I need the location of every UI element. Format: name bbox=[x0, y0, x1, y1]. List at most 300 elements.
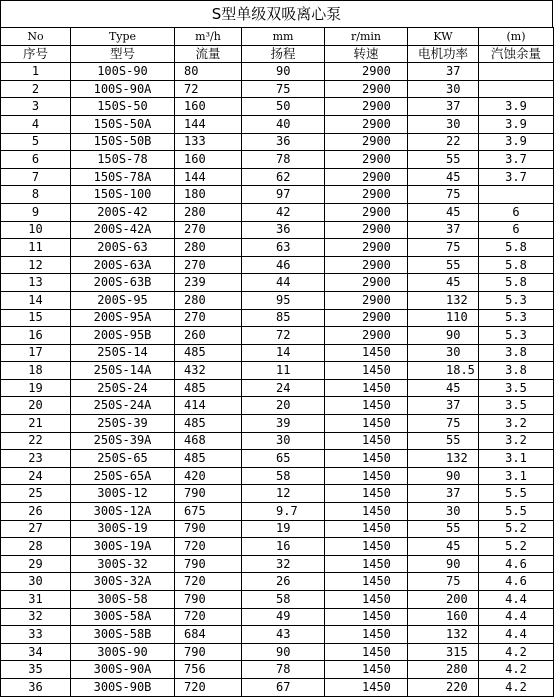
cell-head: 85 bbox=[242, 309, 325, 327]
cell-no: 20 bbox=[1, 397, 71, 415]
header-name-type: 型号 bbox=[71, 45, 175, 63]
cell-type: 200S-42 bbox=[71, 203, 175, 221]
cell-speed: 2900 bbox=[325, 291, 408, 309]
cell-no: 23 bbox=[1, 450, 71, 468]
cell-power: 200 bbox=[408, 591, 479, 609]
cell-npsh: 4.4 bbox=[479, 626, 554, 644]
cell-type: 300S-58A bbox=[71, 608, 175, 626]
cell-head: 16 bbox=[242, 538, 325, 556]
cell-no: 34 bbox=[1, 643, 71, 661]
cell-npsh: 6 bbox=[479, 203, 554, 221]
cell-speed: 2900 bbox=[325, 133, 408, 151]
cell-type: 300S-58B bbox=[71, 626, 175, 644]
cell-head: 72 bbox=[242, 327, 325, 345]
header-name-flow: 流量 bbox=[175, 45, 242, 63]
cell-speed: 1450 bbox=[325, 591, 408, 609]
cell-flow: 133 bbox=[175, 133, 242, 151]
cell-npsh: 5.5 bbox=[479, 485, 554, 503]
cell-npsh: 6 bbox=[479, 221, 554, 239]
cell-no: 30 bbox=[1, 573, 71, 591]
cell-speed: 2900 bbox=[325, 98, 408, 116]
cell-npsh: 3.1 bbox=[479, 450, 554, 468]
table-row bbox=[1, 520, 554, 538]
table-row bbox=[1, 538, 554, 556]
cell-type: 300S-90 bbox=[71, 643, 175, 661]
cell-type: 200S-95 bbox=[71, 291, 175, 309]
cell-type: 250S-14A bbox=[71, 362, 175, 380]
cell-power: 30 bbox=[408, 80, 479, 98]
cell-head: 95 bbox=[242, 291, 325, 309]
cell-npsh: 4.2 bbox=[479, 661, 554, 679]
cell-no: 8 bbox=[1, 186, 71, 204]
cell-power: 30 bbox=[408, 115, 479, 133]
cell-flow: 280 bbox=[175, 291, 242, 309]
table-row bbox=[1, 573, 554, 591]
cell-no: 27 bbox=[1, 520, 71, 538]
header-name-power: 电机功率 bbox=[408, 45, 479, 63]
cell-type: 250S-65A bbox=[71, 467, 175, 485]
header-name-npsh: 汽蚀余量 bbox=[479, 45, 554, 63]
cell-flow: 485 bbox=[175, 450, 242, 468]
header-unit-npsh: (m) bbox=[479, 28, 554, 46]
cell-power: 37 bbox=[408, 485, 479, 503]
cell-speed: 2900 bbox=[325, 221, 408, 239]
cell-head: 11 bbox=[242, 362, 325, 380]
cell-head: 78 bbox=[242, 661, 325, 679]
table-row bbox=[1, 203, 554, 221]
cell-type: 150S-50 bbox=[71, 98, 175, 116]
table-row bbox=[1, 80, 554, 98]
table-row bbox=[1, 133, 554, 151]
cell-flow: 72 bbox=[175, 80, 242, 98]
cell-flow: 790 bbox=[175, 520, 242, 538]
cell-flow: 80 bbox=[175, 63, 242, 81]
cell-flow: 420 bbox=[175, 467, 242, 485]
table-row bbox=[1, 291, 554, 309]
table-row bbox=[1, 186, 554, 204]
cell-head: 97 bbox=[242, 186, 325, 204]
cell-npsh: 5.8 bbox=[479, 239, 554, 257]
cell-type: 300S-58 bbox=[71, 591, 175, 609]
cell-npsh bbox=[479, 63, 554, 81]
cell-power: 45 bbox=[408, 379, 479, 397]
cell-type: 200S-63 bbox=[71, 239, 175, 257]
table-row bbox=[1, 467, 554, 485]
cell-no: 28 bbox=[1, 538, 71, 556]
cell-speed: 2900 bbox=[325, 239, 408, 257]
cell-no: 3 bbox=[1, 98, 71, 116]
cell-no: 17 bbox=[1, 344, 71, 362]
header-row-names bbox=[1, 45, 554, 63]
table-row bbox=[1, 256, 554, 274]
cell-power: 45 bbox=[408, 274, 479, 292]
cell-type: 250S-39A bbox=[71, 432, 175, 450]
cell-speed: 1450 bbox=[325, 450, 408, 468]
cell-flow: 432 bbox=[175, 362, 242, 380]
cell-no: 19 bbox=[1, 379, 71, 397]
cell-npsh: 5.8 bbox=[479, 256, 554, 274]
cell-speed: 2900 bbox=[325, 168, 408, 186]
table-row bbox=[1, 309, 554, 327]
cell-speed: 1450 bbox=[325, 608, 408, 626]
cell-power: 55 bbox=[408, 256, 479, 274]
cell-type: 300S-19A bbox=[71, 538, 175, 556]
table-row bbox=[1, 591, 554, 609]
cell-flow: 270 bbox=[175, 256, 242, 274]
cell-power: 315 bbox=[408, 643, 479, 661]
cell-speed: 2900 bbox=[325, 115, 408, 133]
cell-power: 132 bbox=[408, 450, 479, 468]
cell-no: 13 bbox=[1, 274, 71, 292]
cell-speed: 1450 bbox=[325, 643, 408, 661]
cell-speed: 1450 bbox=[325, 432, 408, 450]
cell-head: 32 bbox=[242, 555, 325, 573]
cell-flow: 160 bbox=[175, 151, 242, 169]
cell-type: 300S-90A bbox=[71, 661, 175, 679]
cell-head: 90 bbox=[242, 63, 325, 81]
cell-npsh: 3.9 bbox=[479, 115, 554, 133]
table-row bbox=[1, 450, 554, 468]
cell-flow: 280 bbox=[175, 239, 242, 257]
cell-head: 14 bbox=[242, 344, 325, 362]
cell-type: 300S-12 bbox=[71, 485, 175, 503]
cell-power: 75 bbox=[408, 415, 479, 433]
cell-type: 150S-78A bbox=[71, 168, 175, 186]
cell-type: 100S-90 bbox=[71, 63, 175, 81]
cell-flow: 180 bbox=[175, 186, 242, 204]
cell-npsh: 3.5 bbox=[479, 379, 554, 397]
cell-type: 150S-50A bbox=[71, 115, 175, 133]
cell-head: 42 bbox=[242, 203, 325, 221]
cell-npsh: 3.8 bbox=[479, 362, 554, 380]
cell-npsh: 5.2 bbox=[479, 538, 554, 556]
header-unit-no: No bbox=[1, 28, 71, 46]
cell-power: 75 bbox=[408, 186, 479, 204]
cell-npsh: 5.3 bbox=[479, 309, 554, 327]
cell-power: 132 bbox=[408, 291, 479, 309]
cell-speed: 2900 bbox=[325, 186, 408, 204]
cell-flow: 720 bbox=[175, 608, 242, 626]
cell-npsh: 3.7 bbox=[479, 151, 554, 169]
cell-type: 200S-63A bbox=[71, 256, 175, 274]
cell-head: 75 bbox=[242, 80, 325, 98]
table-row bbox=[1, 485, 554, 503]
cell-no: 10 bbox=[1, 221, 71, 239]
cell-speed: 1450 bbox=[325, 661, 408, 679]
cell-npsh: 4.4 bbox=[479, 591, 554, 609]
cell-speed: 1450 bbox=[325, 362, 408, 380]
cell-power: 45 bbox=[408, 538, 479, 556]
cell-npsh: 4.6 bbox=[479, 573, 554, 591]
cell-no: 7 bbox=[1, 168, 71, 186]
cell-power: 280 bbox=[408, 661, 479, 679]
cell-speed: 1450 bbox=[325, 379, 408, 397]
cell-npsh: 4.2 bbox=[479, 643, 554, 661]
table-row bbox=[1, 432, 554, 450]
cell-npsh: 5.3 bbox=[479, 327, 554, 345]
table-row bbox=[1, 115, 554, 133]
cell-type: 150S-50B bbox=[71, 133, 175, 151]
cell-type: 200S-42A bbox=[71, 221, 175, 239]
header-unit-speed: r/min bbox=[325, 28, 408, 46]
cell-head: 39 bbox=[242, 415, 325, 433]
cell-npsh: 4.6 bbox=[479, 555, 554, 573]
table-row bbox=[1, 362, 554, 380]
cell-flow: 790 bbox=[175, 643, 242, 661]
table-row bbox=[1, 661, 554, 679]
cell-flow: 485 bbox=[175, 415, 242, 433]
table-row bbox=[1, 221, 554, 239]
cell-speed: 1450 bbox=[325, 485, 408, 503]
cell-power: 55 bbox=[408, 520, 479, 538]
cell-no: 24 bbox=[1, 467, 71, 485]
cell-no: 11 bbox=[1, 239, 71, 257]
cell-type: 300S-19 bbox=[71, 520, 175, 538]
cell-head: 19 bbox=[242, 520, 325, 538]
cell-flow: 790 bbox=[175, 591, 242, 609]
cell-npsh: 3.8 bbox=[479, 344, 554, 362]
cell-npsh: 5.5 bbox=[479, 503, 554, 521]
cell-speed: 1450 bbox=[325, 555, 408, 573]
cell-power: 55 bbox=[408, 432, 479, 450]
cell-no: 21 bbox=[1, 415, 71, 433]
header-name-head: 扬程 bbox=[242, 45, 325, 63]
cell-flow: 720 bbox=[175, 538, 242, 556]
cell-npsh: 3.7 bbox=[479, 168, 554, 186]
cell-type: 250S-24A bbox=[71, 397, 175, 415]
cell-flow: 144 bbox=[175, 168, 242, 186]
cell-type: 250S-14 bbox=[71, 344, 175, 362]
cell-head: 24 bbox=[242, 379, 325, 397]
cell-flow: 280 bbox=[175, 203, 242, 221]
cell-flow: 720 bbox=[175, 573, 242, 591]
cell-power: 22 bbox=[408, 133, 479, 151]
cell-type: 200S-95A bbox=[71, 309, 175, 327]
cell-head: 30 bbox=[242, 432, 325, 450]
cell-flow: 485 bbox=[175, 379, 242, 397]
cell-speed: 1450 bbox=[325, 503, 408, 521]
header-name-speed: 转速 bbox=[325, 45, 408, 63]
cell-power: 45 bbox=[408, 203, 479, 221]
cell-speed: 1450 bbox=[325, 397, 408, 415]
table-row bbox=[1, 239, 554, 257]
table-row bbox=[1, 344, 554, 362]
cell-npsh: 3.9 bbox=[479, 133, 554, 151]
cell-no: 14 bbox=[1, 291, 71, 309]
cell-flow: 675 bbox=[175, 503, 242, 521]
table-row bbox=[1, 608, 554, 626]
header-unit-power: KW bbox=[408, 28, 479, 46]
cell-speed: 1450 bbox=[325, 520, 408, 538]
table-row bbox=[1, 98, 554, 116]
cell-flow: 485 bbox=[175, 344, 242, 362]
header-unit-type: Type bbox=[71, 28, 175, 46]
cell-type: 100S-90A bbox=[71, 80, 175, 98]
table-row bbox=[1, 168, 554, 186]
cell-type: 250S-24 bbox=[71, 379, 175, 397]
cell-flow: 260 bbox=[175, 327, 242, 345]
cell-flow: 684 bbox=[175, 626, 242, 644]
cell-speed: 2900 bbox=[325, 309, 408, 327]
cell-no: 29 bbox=[1, 555, 71, 573]
table-row bbox=[1, 397, 554, 415]
cell-type: 250S-65 bbox=[71, 450, 175, 468]
cell-flow: 468 bbox=[175, 432, 242, 450]
cell-head: 36 bbox=[242, 221, 325, 239]
cell-type: 200S-63B bbox=[71, 274, 175, 292]
table-row bbox=[1, 274, 554, 292]
cell-head: 43 bbox=[242, 626, 325, 644]
cell-power: 18.5 bbox=[408, 362, 479, 380]
cell-power: 90 bbox=[408, 467, 479, 485]
cell-power: 90 bbox=[408, 555, 479, 573]
cell-power: 37 bbox=[408, 63, 479, 81]
cell-flow: 756 bbox=[175, 661, 242, 679]
table-row bbox=[1, 151, 554, 169]
cell-head: 63 bbox=[242, 239, 325, 257]
cell-no: 32 bbox=[1, 608, 71, 626]
cell-no: 6 bbox=[1, 151, 71, 169]
cell-head: 58 bbox=[242, 591, 325, 609]
cell-speed: 1450 bbox=[325, 678, 408, 696]
cell-speed: 2900 bbox=[325, 256, 408, 274]
cell-type: 150S-100 bbox=[71, 186, 175, 204]
cell-head: 36 bbox=[242, 133, 325, 151]
cell-speed: 1450 bbox=[325, 344, 408, 362]
cell-no: 9 bbox=[1, 203, 71, 221]
cell-speed: 2900 bbox=[325, 80, 408, 98]
cell-no: 15 bbox=[1, 309, 71, 327]
cell-npsh: 5.2 bbox=[479, 520, 554, 538]
cell-power: 55 bbox=[408, 151, 479, 169]
cell-npsh: 3.5 bbox=[479, 397, 554, 415]
cell-head: 67 bbox=[242, 678, 325, 696]
cell-flow: 414 bbox=[175, 397, 242, 415]
cell-type: 300S-90B bbox=[71, 678, 175, 696]
cell-power: 75 bbox=[408, 239, 479, 257]
table-row bbox=[1, 415, 554, 433]
cell-no: 1 bbox=[1, 63, 71, 81]
header-unit-head: mm bbox=[242, 28, 325, 46]
cell-head: 90 bbox=[242, 643, 325, 661]
cell-speed: 2900 bbox=[325, 274, 408, 292]
cell-head: 44 bbox=[242, 274, 325, 292]
table-row bbox=[1, 555, 554, 573]
cell-npsh: 3.1 bbox=[479, 467, 554, 485]
cell-head: 20 bbox=[242, 397, 325, 415]
cell-power: 30 bbox=[408, 503, 479, 521]
cell-npsh: 3.2 bbox=[479, 415, 554, 433]
header-row-units bbox=[1, 28, 554, 46]
table-row bbox=[1, 379, 554, 397]
cell-flow: 790 bbox=[175, 485, 242, 503]
cell-flow: 790 bbox=[175, 555, 242, 573]
cell-npsh bbox=[479, 80, 554, 98]
cell-flow: 160 bbox=[175, 98, 242, 116]
cell-flow: 144 bbox=[175, 115, 242, 133]
cell-power: 75 bbox=[408, 573, 479, 591]
table-row bbox=[1, 626, 554, 644]
cell-head: 46 bbox=[242, 256, 325, 274]
table-row bbox=[1, 643, 554, 661]
cell-speed: 1450 bbox=[325, 467, 408, 485]
cell-head: 65 bbox=[242, 450, 325, 468]
cell-head: 12 bbox=[242, 485, 325, 503]
cell-power: 45 bbox=[408, 168, 479, 186]
cell-no: 22 bbox=[1, 432, 71, 450]
cell-flow: 270 bbox=[175, 309, 242, 327]
cell-type: 150S-78 bbox=[71, 151, 175, 169]
cell-power: 110 bbox=[408, 309, 479, 327]
cell-speed: 1450 bbox=[325, 415, 408, 433]
sheet-title: S型单级双吸离心泵 bbox=[0, 0, 553, 27]
cell-npsh: 3.9 bbox=[479, 98, 554, 116]
cell-npsh: 4.2 bbox=[479, 678, 554, 696]
cell-power: 30 bbox=[408, 344, 479, 362]
cell-head: 78 bbox=[242, 151, 325, 169]
cell-speed: 1450 bbox=[325, 573, 408, 591]
cell-speed: 2900 bbox=[325, 151, 408, 169]
cell-no: 31 bbox=[1, 591, 71, 609]
cell-speed: 2900 bbox=[325, 327, 408, 345]
cell-speed: 2900 bbox=[325, 203, 408, 221]
cell-type: 300S-32 bbox=[71, 555, 175, 573]
cell-flow: 270 bbox=[175, 221, 242, 239]
cell-npsh: 3.2 bbox=[479, 432, 554, 450]
cell-head: 62 bbox=[242, 168, 325, 186]
cell-power: 37 bbox=[408, 397, 479, 415]
cell-npsh: 5.3 bbox=[479, 291, 554, 309]
pump-table bbox=[0, 27, 554, 697]
cell-power: 160 bbox=[408, 608, 479, 626]
cell-no: 5 bbox=[1, 133, 71, 151]
cell-power: 132 bbox=[408, 626, 479, 644]
cell-power: 90 bbox=[408, 327, 479, 345]
cell-npsh: 5.8 bbox=[479, 274, 554, 292]
cell-power: 37 bbox=[408, 221, 479, 239]
cell-speed: 2900 bbox=[325, 63, 408, 81]
cell-flow: 239 bbox=[175, 274, 242, 292]
cell-no: 33 bbox=[1, 626, 71, 644]
cell-type: 300S-12A bbox=[71, 503, 175, 521]
cell-no: 26 bbox=[1, 503, 71, 521]
cell-no: 25 bbox=[1, 485, 71, 503]
header-unit-flow: m³/h bbox=[175, 28, 242, 46]
cell-head: 26 bbox=[242, 573, 325, 591]
cell-type: 200S-95B bbox=[71, 327, 175, 345]
cell-speed: 1450 bbox=[325, 626, 408, 644]
cell-head: 9.7 bbox=[242, 503, 325, 521]
table-row bbox=[1, 327, 554, 345]
table-row bbox=[1, 503, 554, 521]
cell-no: 2 bbox=[1, 80, 71, 98]
cell-npsh: 4.4 bbox=[479, 608, 554, 626]
cell-power: 220 bbox=[408, 678, 479, 696]
cell-power: 37 bbox=[408, 98, 479, 116]
table-row bbox=[1, 63, 554, 81]
cell-npsh bbox=[479, 186, 554, 204]
cell-head: 50 bbox=[242, 98, 325, 116]
cell-head: 58 bbox=[242, 467, 325, 485]
cell-no: 35 bbox=[1, 661, 71, 679]
cell-no: 4 bbox=[1, 115, 71, 133]
cell-no: 18 bbox=[1, 362, 71, 380]
cell-type: 250S-39 bbox=[71, 415, 175, 433]
cell-head: 49 bbox=[242, 608, 325, 626]
cell-no: 36 bbox=[1, 678, 71, 696]
cell-type: 300S-32A bbox=[71, 573, 175, 591]
cell-no: 12 bbox=[1, 256, 71, 274]
